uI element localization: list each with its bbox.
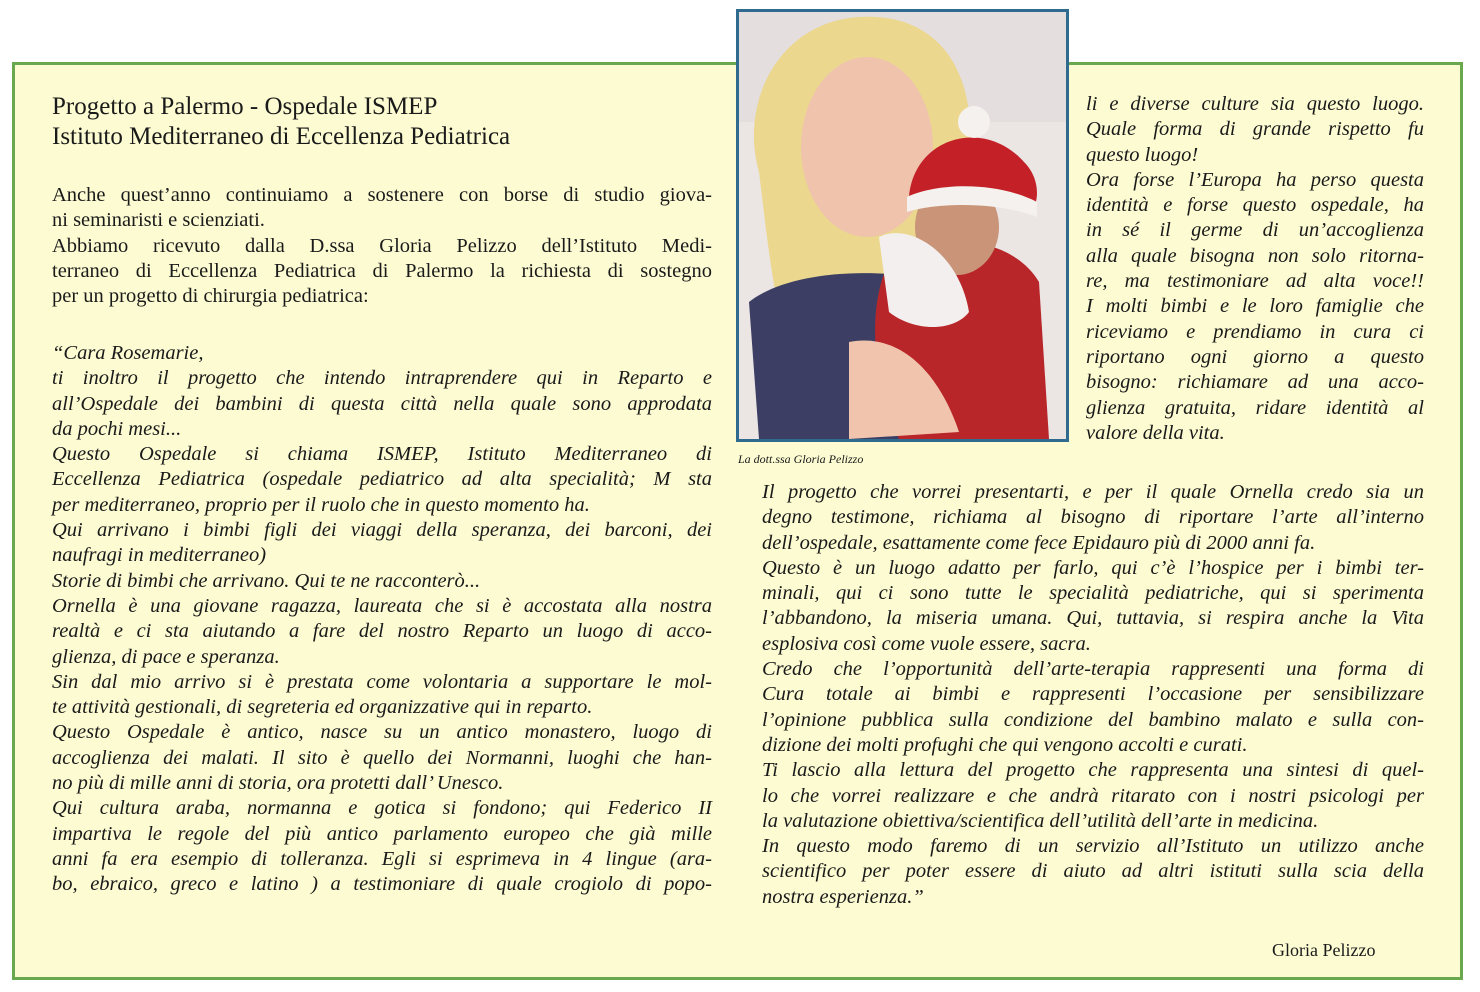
letter-text-right <box>1086 92 1424 446</box>
text-line: dizione dei molti profughi che qui vengono accolti e curati. <box>762 733 1248 756</box>
text-line: In questo modo faremo di un servizio all’Istituto un utilizzo anche <box>762 835 1424 858</box>
text-line: l’opinione pubblica sulla condizione del bambino malato e sulla con- <box>762 708 1424 731</box>
text-line: identità e forse questo ospedale, ha <box>1086 194 1424 217</box>
text-line: impartiva le regole del più antico parlamento europeo che già mille <box>52 822 712 845</box>
text-line: questo luogo! <box>1086 143 1199 166</box>
text-line: accoglienza dei malati. Il sito è quello dei Normanni, luoghi che han- <box>52 746 712 769</box>
text-line: Questo Ospedale si chiama ISMEP, Istituto Mediterraneo di <box>52 443 712 466</box>
text-line: Eccellenza Pediatrica (ospedale pediatrico ad alta specialità; M sta <box>52 468 712 491</box>
text-line: lo che vorrei realizzare e che andrà ritarato con i nostri psicologi per <box>762 784 1424 807</box>
text-line: Credo che l’opportunità dell’arte-terapia rappresenti una forma di <box>762 658 1424 681</box>
text-line: Questo è un luogo adatto per farlo, qui c’è l’hospice per i bimbi ter- <box>762 556 1424 579</box>
text-line: ti inoltro il progetto che intendo intraprendere qui in Reparto e <box>52 367 712 390</box>
text-line: l’abbandono, la miseria umana. Qui, tuttavia, si respira anche la Vita <box>762 607 1424 630</box>
signature: Gloria Pelizzo <box>1272 940 1376 960</box>
text-line: li e diverse culture sia questo luogo. <box>1086 93 1424 115</box>
intro-paragraph <box>52 183 712 309</box>
text-line: Storie di bimbi che arrivano. Qui te ne racconterò... <box>52 569 481 592</box>
text-line: terraneo di Eccellenza Pediatrica di Palermo la richiesta di sostegno <box>52 259 712 282</box>
text-line: Il progetto che vorrei presentarti, e per il quale Ornella credo sia un <box>762 481 1424 503</box>
text-line: nostra esperienza.” <box>762 885 924 908</box>
text-line: degno testimone, richiama al bisogno di riportare l’arte all’interno <box>762 506 1424 529</box>
text-line: anni fa era esempio di tolleranza. Egli si esprimeva in 4 lingue (ara- <box>52 847 712 870</box>
text-line: Ti lascio alla lettura del progetto che rappresenta una sintesi di quel- <box>762 759 1424 782</box>
text-line: I molti bimbi e le loro famiglie che <box>1086 295 1424 318</box>
text-line: bo, ebraico, greco e latino ) a testimoniare di quale crogiolo di popo- <box>52 873 712 896</box>
text-line: no più di mille anni di storia, ora protetti dall’ Unesco. <box>52 772 504 795</box>
text-line: naufragi in mediterraneo) <box>52 544 267 567</box>
letter-text-left <box>52 341 712 898</box>
text-line: all’Ospedale dei bambini di questa città nella quale sono approdata <box>52 392 712 415</box>
article-title: Progetto a Palermo - Ospedale ISMEP <box>52 93 438 120</box>
text-line: in sé il germe di un’accoglienza <box>1086 219 1424 242</box>
photo-image-icon <box>739 12 1066 439</box>
text-line: “Cara Rosemarie, <box>52 342 204 364</box>
text-line: esplosiva così come vuole essere, sacra. <box>762 632 1091 655</box>
text-line: glienza, di pace e speranza. <box>52 645 280 668</box>
text-line: Ora forse l’Europa ha perso questa <box>1086 168 1424 191</box>
letter-text-bottom <box>762 480 1424 910</box>
text-line: la valutazione obiettiva/scientifica dell’utilità dell’arte in medicina. <box>762 809 1319 832</box>
text-line: alla quale bisogna non solo ritorna- <box>1086 244 1424 267</box>
text-line: valore della vita. <box>1086 421 1225 444</box>
text-line: per mediterraneo, proprio per il ruolo che in questo momento ha. <box>52 493 590 516</box>
article-heading <box>52 92 692 152</box>
text-line: per un progetto di chirurgia pediatrica: <box>52 285 369 308</box>
text-line: Quale forma di grande rispetto fu <box>1086 118 1424 141</box>
text-line: Questo Ospedale è antico, nasce su un antico monastero, luogo di <box>52 721 712 744</box>
text-line: scientifico per poter essere di aiuto ad altri istituti sulla scia della <box>762 860 1424 883</box>
text-line: Anche quest’anno continuiamo a sostenere con borse di studio giova- <box>52 184 712 206</box>
text-line: Abbiamo ricevuto dalla D.ssa Gloria Pelizzo dell’Istituto Medi- <box>52 234 712 257</box>
photo-caption: La dott.ssa Gloria Pelizzo <box>738 452 864 466</box>
portrait-photo <box>736 9 1069 442</box>
text-line: glienza gratuita, ridare identità al <box>1086 396 1424 419</box>
text-line: Sin dal mio arrivo si è prestata come volontaria a supportare le mol- <box>52 670 712 693</box>
text-line: Ornella è una giovane ragazza, laureata che si è accostata alla nostra <box>52 594 712 617</box>
text-line: bisogno: richiamare ad una acco- <box>1086 371 1424 394</box>
text-line: Qui arrivano i bimbi figli dei viaggi della speranza, dei barconi, dei <box>52 519 712 542</box>
text-line: realtà e ci sta aiutando a fare del nostro Reparto un luogo di acco- <box>52 620 712 643</box>
text-line: riceviamo e prendiamo in cura ci <box>1086 320 1424 343</box>
text-line: Qui cultura araba, normanna e gotica si fondono; qui Federico II <box>52 797 712 820</box>
text-line: da pochi mesi... <box>52 417 182 440</box>
text-line: te attività gestionali, di segreteria ed organizzative qui in reparto. <box>52 696 593 719</box>
text-line: Cura totale ai bimbi e rappresenti l’occasione per sensibilizzare <box>762 683 1424 706</box>
text-line: dell’ospedale, esattamente come fece Epidauro più di 2000 anni fa. <box>762 531 1316 554</box>
article-subtitle: Istituto Mediterraneo di Eccellenza Pediatrica <box>52 123 511 150</box>
text-line: minali, qui ci sono tutte le specialità pediatriche, qui si sperimenta <box>762 582 1424 605</box>
text-line: ni seminaristi e scienziati. <box>52 209 265 232</box>
text-line: re, ma testimoniare ad alta voce!! <box>1086 270 1424 293</box>
text-line: riportano ogni giorno a questo <box>1086 345 1424 368</box>
